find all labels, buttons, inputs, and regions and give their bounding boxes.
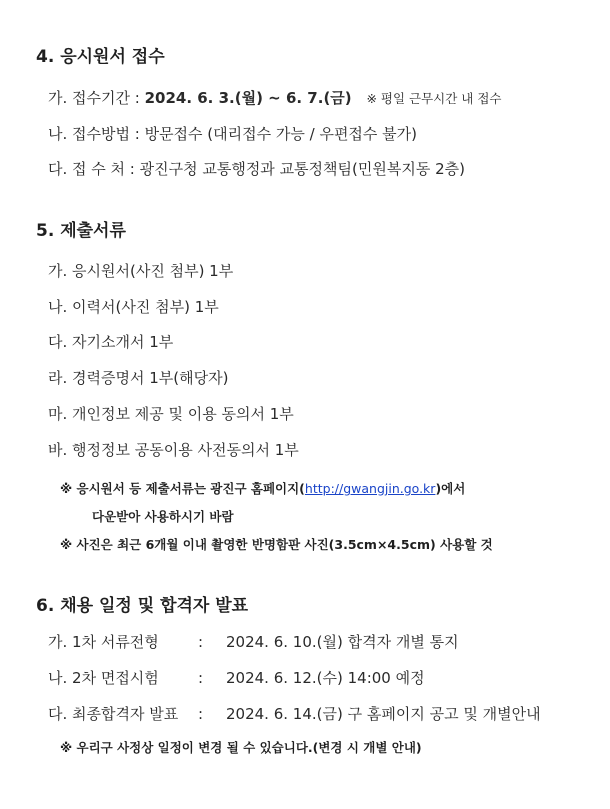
homepage-note [60, 481, 465, 496]
document-item: 가. 응시원서(사진 첨부) 1부 [48, 262, 234, 280]
schedule-value: 2024. 6. 10.(월) 합격자 개별 통지 [226, 633, 459, 651]
document-item: 마. 개인정보 제공 및 이용 동의서 1부 [48, 405, 294, 423]
section-6-title: 6. 채용 일정 및 합격자 발표 [36, 596, 249, 616]
receipt-period [48, 89, 501, 107]
document-item: 라. 경력증명서 1부(해당자) [48, 369, 229, 387]
schedule-label: 가. 1차 서류전형 [48, 633, 159, 651]
schedule-value: 2024. 6. 12.(수) 14:00 예정 [226, 669, 425, 687]
document-item: 나. 이력서(사진 첨부) 1부 [48, 298, 219, 316]
receipt-period-note: ※ 평일 근무시간 내 접수 [366, 91, 502, 106]
schedule-separator: : [198, 705, 204, 723]
document-item: 다. 자기소개서 1부 [48, 333, 174, 351]
schedule-row [48, 705, 541, 723]
section-5-title: 5. 제출서류 [36, 221, 126, 241]
schedule-row [48, 669, 425, 687]
schedule-label: 나. 2차 면접시험 [48, 669, 159, 687]
document-item: 바. 행정정보 공동이용 사전동의서 1부 [48, 441, 299, 459]
schedule-note: ※ 우리구 사정상 일정이 변경 될 수 있습니다.(변경 시 개별 안내) [60, 740, 422, 755]
receipt-place: 다. 접 수 처 : 광진구청 교통행정과 교통정책팀(민원복지동 2층) [48, 160, 465, 178]
homepage-note-suffix: )에서 [435, 481, 466, 496]
receipt-period-dates: 2024. 6. 3.(월) ~ 6. 7.(금) [144, 89, 352, 107]
schedule-value: 2024. 6. 14.(금) 구 홈페이지 공고 및 개별안내 [226, 705, 541, 723]
homepage-note-text: ※ 응시원서 등 제출서류는 광진구 홈페이지( [60, 481, 305, 496]
homepage-note-continued: 다운받아 사용하시기 바람 [92, 509, 234, 524]
schedule-row [48, 633, 459, 651]
schedule-separator: : [198, 669, 204, 687]
homepage-link[interactable]: http://gwangjin.go.kr [304, 481, 436, 496]
photo-note: ※ 사진은 최근 6개월 이내 촬영한 반명함판 사진(3.5cm×4.5cm) 사용할 것 [60, 537, 493, 552]
schedule-separator: : [198, 633, 204, 651]
section-4-title: 4. 응시원서 접수 [36, 47, 165, 67]
schedule-label: 다. 최종합격자 발표 [48, 705, 179, 723]
receipt-method: 나. 접수방법 : 방문접수 (대리접수 가능 / 우편접수 불가) [48, 125, 418, 143]
receipt-period-label: 가. 접수기간 : [48, 89, 145, 107]
